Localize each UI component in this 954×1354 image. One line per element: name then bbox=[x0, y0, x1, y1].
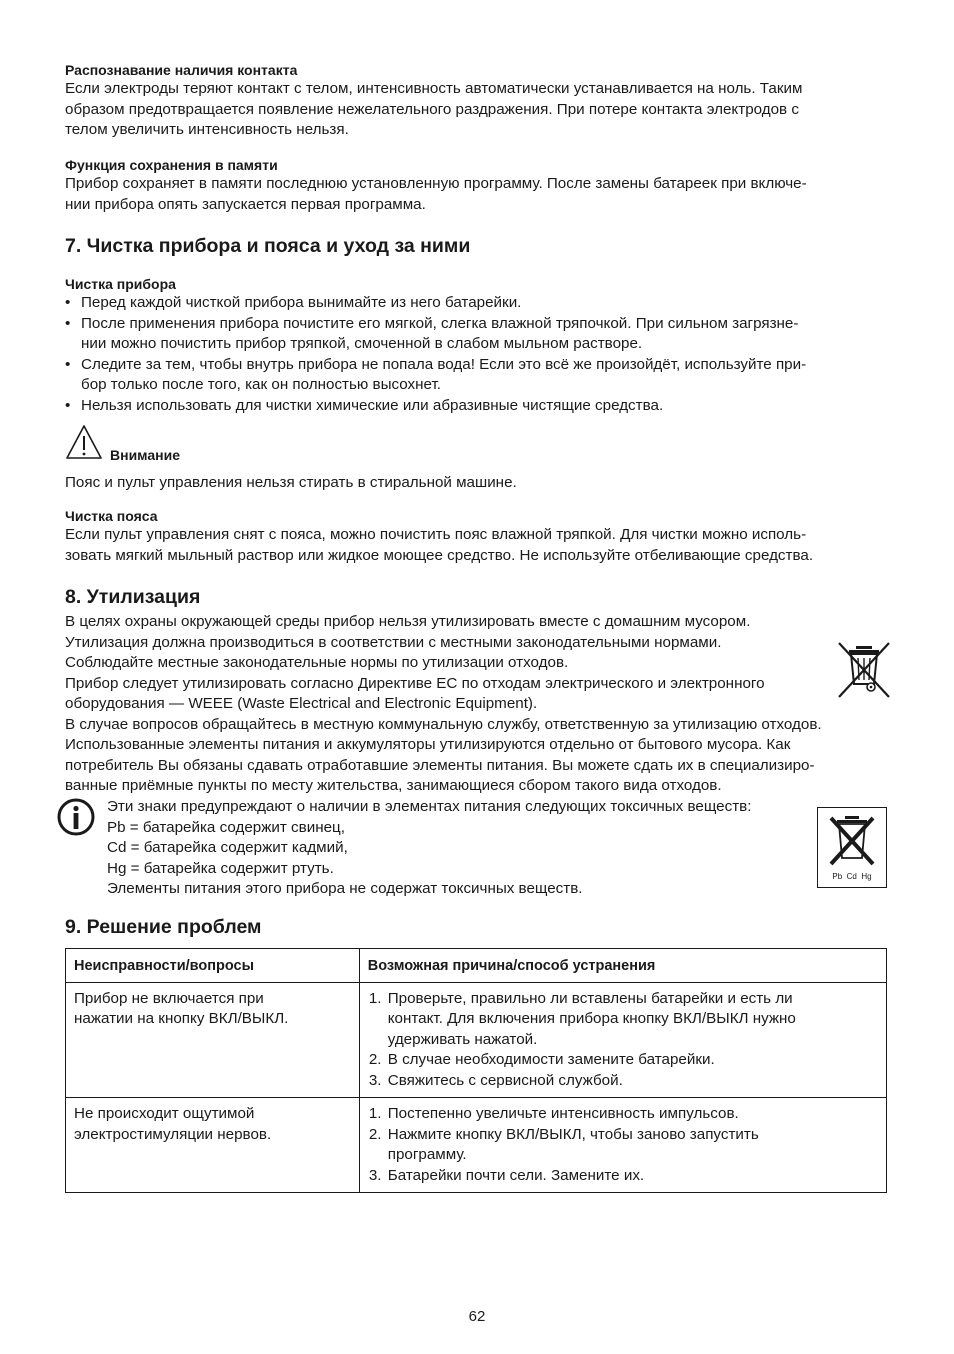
info-icon bbox=[56, 797, 96, 837]
battery-symbols-label: Pb Cd Hg bbox=[832, 872, 872, 881]
belt-line: зовать мягкий мыльный раствор или жидкое моющее средство. Не используйте отбеливающие средства. bbox=[65, 546, 814, 564]
disposal-line: Утилизация должна производиться в соответствии с местными законодательными нормами. bbox=[65, 633, 722, 651]
cleaning-bullet-list bbox=[65, 293, 889, 416]
warning-text: Пояс и пульт управления нельзя стирать в стиральной машине. bbox=[65, 474, 517, 491]
disposal-line: оборудования — WEEE (Waste Electrical and Electronic Equipment). bbox=[65, 695, 538, 712]
belt-cleaning-title: Чистка пояса bbox=[65, 508, 158, 524]
table-header-cell: Возможная причина/способ устранения bbox=[359, 949, 886, 983]
list-item: • Перед каждой чисткой прибора вынимайте из него батарейки. bbox=[65, 293, 889, 314]
page-number: 62 bbox=[468, 1308, 486, 1325]
list-item: • После применения прибора почистите его мягкой, слегка влажной тряпочкой. При сильном загрязне- нии можно почистить прибор тряпкой, смоченной в слабом мыльном растворе. bbox=[65, 314, 889, 355]
table-row bbox=[66, 1098, 887, 1193]
battery-info-line: Pb = батарейка содержит свинец, bbox=[107, 818, 345, 836]
section-7-heading: 7. Чистка прибора и пояса и уход за ними bbox=[65, 235, 471, 257]
battery-info-line: Cd = батарейка содержит кадмий, bbox=[107, 839, 348, 856]
disposal-line: Прибор следует утилизировать согласно Директиве ЕС по отходам электрического и электронного bbox=[65, 674, 765, 692]
contact-section bbox=[65, 61, 889, 141]
disposal-line: ванные приёмные пункты по месту жительства, занимающиеся сбором такого вида отходов. bbox=[65, 777, 722, 794]
warning-triangle-icon bbox=[65, 424, 103, 460]
contact-title: Распознавание наличия контакта bbox=[65, 62, 298, 78]
disposal-line: В целях охраны окружающей среды прибор нельзя утилизировать вместе с домашним мусором. bbox=[65, 613, 751, 630]
disposal-text bbox=[65, 612, 889, 797]
list-item: 2. Нажмите кнопку ВКЛ/ВЫКЛ, чтобы заново запустить программу. bbox=[386, 1125, 878, 1166]
contact-line: телом увеличить интенсивность нельзя. bbox=[65, 121, 349, 138]
list-item: 3. Свяжитесь с сервисной службой. bbox=[386, 1071, 878, 1092]
solution-cell bbox=[359, 1098, 886, 1193]
battery-info-line: Hg = батарейка содержит ртуть. bbox=[107, 859, 334, 877]
battery-crossed-bin-icon bbox=[827, 812, 877, 868]
battery-info-line: Элементы питания этого прибора не содержат токсичных веществ. bbox=[107, 880, 583, 897]
solution-cell bbox=[359, 982, 886, 1098]
table-header-cell: Неисправности/вопросы bbox=[66, 949, 360, 983]
table-row bbox=[66, 982, 887, 1098]
table-header-row bbox=[66, 949, 887, 983]
weee-crossed-bin-icon bbox=[836, 640, 892, 700]
disposal-line: В случае вопросов обращайтесь в местную коммунальную службу, ответственную за утилизацию отходов. bbox=[65, 715, 822, 733]
section-7-heading-wrap bbox=[65, 234, 889, 258]
device-cleaning-title: Чистка прибора bbox=[65, 276, 176, 292]
contact-line: Если электроды теряют контакт с телом, интенсивность автоматически устанавливается на ноль. Таким bbox=[65, 80, 803, 97]
belt-line: Если пульт управления снят с пояса, можно почистить пояс влажной тряпкой. Для чистки можно исполь- bbox=[65, 526, 807, 543]
battery-disposal-symbol bbox=[817, 807, 887, 888]
disposal-line: Использованные элементы питания и аккумуляторы утилизируются отдельно от бытового мусора. Как bbox=[65, 736, 791, 753]
section-9-heading: 9. Решение проблем bbox=[65, 916, 262, 938]
memory-line: Прибор сохраняет в памяти последнюю установленную программу. После замены батареек при включе- bbox=[65, 175, 807, 192]
warning-text-wrap bbox=[65, 473, 889, 494]
list-item: 1. Постепенно увеличьте интенсивность импульсов. bbox=[386, 1104, 878, 1125]
problem-cell: Прибор не включается при нажатии на кнопку ВКЛ/ВЫКЛ. bbox=[66, 982, 360, 1098]
belt-cleaning bbox=[65, 507, 889, 566]
warning-box bbox=[65, 424, 889, 464]
battery-info-text bbox=[107, 797, 807, 900]
warning-label: Внимание bbox=[110, 447, 180, 463]
section-8-heading-wrap bbox=[65, 585, 889, 609]
list-item: • Нельзя использовать для чистки химические или абразивные чистящие средства. bbox=[65, 396, 889, 417]
list-item: 2. В случае необходимости замените батарейки. bbox=[386, 1050, 878, 1071]
list-item: 1. Проверьте, правильно ли вставлены батарейки и есть ли контакт. Для включения прибора кнопку ВКЛ/ВЫКЛ нужно удерживать нажатой. bbox=[386, 989, 878, 1051]
section-8-heading: 8. Утилизация bbox=[65, 586, 201, 608]
disposal-line: Соблюдайте местные законодательные нормы по утилизации отходов. bbox=[65, 654, 569, 671]
list-item: 3. Батарейки почти сели. Замените их. bbox=[386, 1166, 878, 1187]
memory-line: нии прибора опять запускается первая программа. bbox=[65, 195, 426, 213]
contact-line: образом предотвращается появление нежелательного раздражения. При потере контакта электродов с bbox=[65, 100, 799, 118]
problem-cell: Не происходит ощутимой электростимуляции нервов. bbox=[66, 1098, 360, 1193]
device-cleaning bbox=[65, 275, 889, 416]
list-item: • Следите за тем, чтобы внутрь прибора не попала вода! Если это всё же произойдёт, используйте при- бор только после того, как он полностью высохнет. bbox=[65, 355, 889, 396]
disposal-line: потребитель Вы обязаны сдавать отработавшие элементы питания. Вы можете сдать их в специализиро- bbox=[65, 756, 815, 774]
troubleshooting-table bbox=[65, 948, 887, 1193]
memory-title: Функция сохранения в памяти bbox=[65, 157, 278, 173]
memory-section bbox=[65, 156, 889, 215]
battery-info-line: Эти знаки предупреждают о наличии в элементах питания следующих токсичных веществ: bbox=[107, 798, 752, 815]
section-9-heading-wrap bbox=[65, 915, 889, 939]
